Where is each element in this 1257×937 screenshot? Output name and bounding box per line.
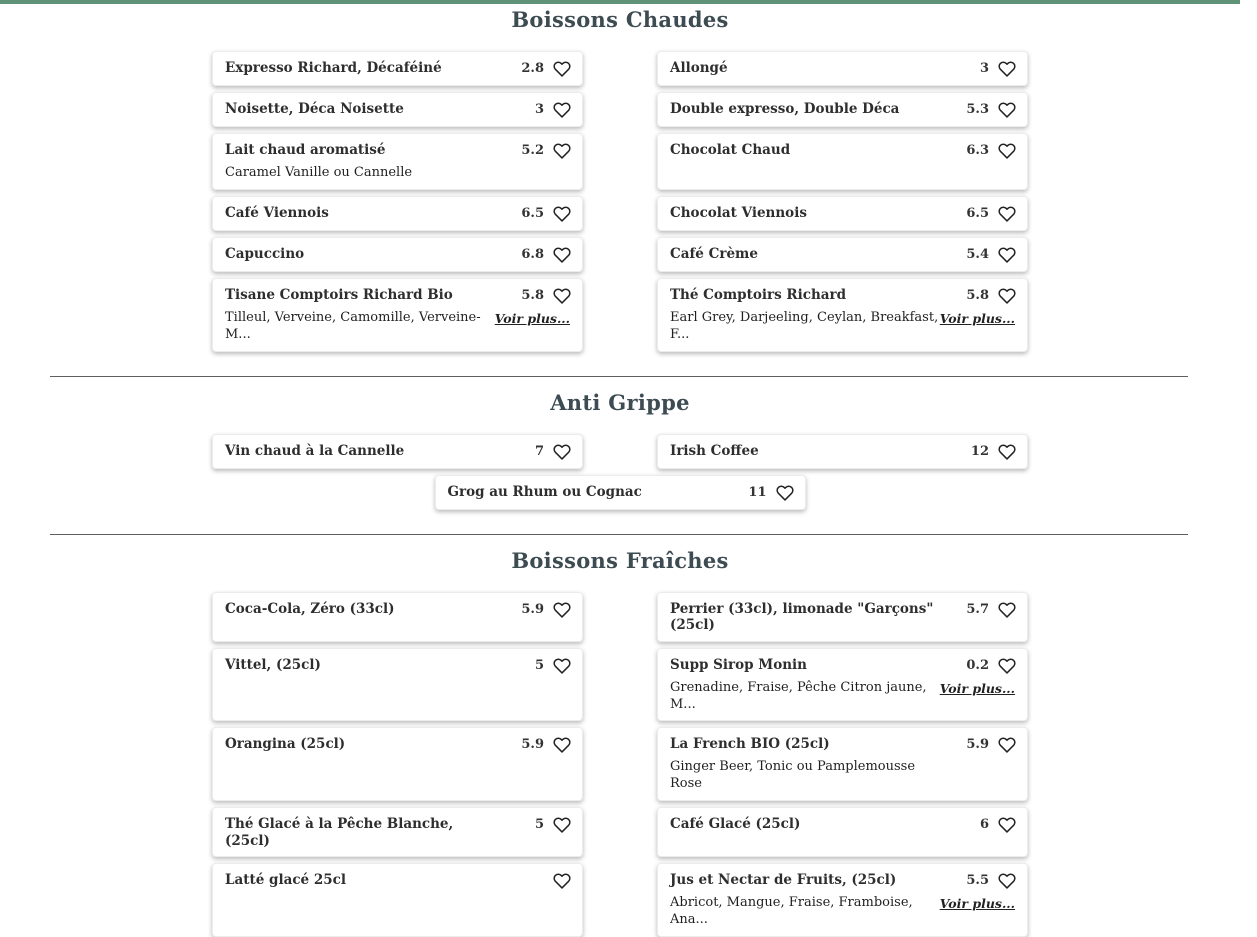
favorite-button[interactable] <box>553 100 572 119</box>
menu-item-name: Chocolat Chaud <box>670 142 791 158</box>
favorite-button[interactable] <box>553 656 572 675</box>
menu-item-name: Café Glacé (25cl) <box>670 816 801 833</box>
favorite-button[interactable] <box>998 245 1017 264</box>
heart-icon <box>998 142 1016 160</box>
menu-item-price: 6.3 <box>966 143 989 158</box>
menu-item-price: 6 <box>979 817 989 833</box>
menu-item-price <box>502 871 544 890</box>
menu-item-card[interactable] <box>657 133 1028 190</box>
heart-icon <box>998 816 1016 834</box>
menu-item-price: 0.2 <box>966 657 989 673</box>
section-title: Anti Grippe <box>550 389 690 415</box>
menu-item-price: 6.8 <box>521 246 544 262</box>
favorite-button[interactable] <box>998 735 1017 754</box>
favorite-button[interactable] <box>998 442 1017 461</box>
favorite-button[interactable] <box>553 59 572 78</box>
voir-plus-link[interactable]: Voir plus... <box>939 896 1015 912</box>
menu-item-price: 5.2 <box>521 143 544 158</box>
favorite-button[interactable] <box>998 204 1017 223</box>
menu-item-card[interactable] <box>657 592 1028 642</box>
menu-item-card[interactable] <box>657 196 1028 231</box>
favorite-button[interactable] <box>776 483 795 502</box>
menu-section <box>0 7 1240 352</box>
menu-item-description: Tilleul, Verveine, Camomille, Verveine-M... <box>225 309 481 342</box>
menu-item-price: 7 <box>534 443 544 459</box>
favorite-button[interactable] <box>553 141 572 160</box>
menu-item-name: Café Crème <box>670 245 758 262</box>
heart-icon <box>998 443 1016 461</box>
voir-plus-link[interactable]: Voir plus... <box>939 310 1015 326</box>
menu-item-name: Thé Glacé à la Pêche Blanche, (25cl) <box>225 816 454 849</box>
menu-item-name: Vin chaud à la Cannelle <box>225 442 405 459</box>
menu-item-card[interactable] <box>212 648 583 722</box>
heart-icon <box>553 205 571 223</box>
heart-icon <box>553 60 571 78</box>
heart-icon <box>776 484 794 502</box>
menu-item-description: Caramel Vanille ou Cannelle <box>225 165 413 180</box>
favorite-button[interactable] <box>553 245 572 264</box>
menu-item-card[interactable] <box>657 278 1028 352</box>
heart-icon <box>998 287 1016 305</box>
menu-items-grid <box>212 434 1028 510</box>
favorite-button[interactable] <box>998 286 1017 305</box>
heart-icon <box>553 657 571 675</box>
voir-plus-link[interactable]: Voir plus... <box>494 310 570 326</box>
heart-icon <box>553 101 571 119</box>
menu-item-name: Thé Comptoirs Richard <box>670 286 847 303</box>
favorite-button[interactable] <box>998 600 1017 619</box>
favorite-button[interactable] <box>998 815 1017 834</box>
menu-item-name: Chocolat Viennois <box>670 204 807 221</box>
menu-items-grid <box>212 592 1028 937</box>
menu-item-name: Grog au Rhum ou Cognac <box>447 483 642 500</box>
favorite-button[interactable] <box>553 442 572 461</box>
menu-item-description: Grenadine, Fraise, Pêche Citron jaune, M... <box>670 679 927 712</box>
menu-item-price: 5 <box>534 657 544 673</box>
heart-icon <box>998 205 1016 223</box>
menu-item-name: Supp Sirop Monin <box>670 656 807 673</box>
heart-icon <box>998 246 1016 264</box>
menu-item-price: 5.8 <box>521 287 544 303</box>
menu-item-name: Noisette, Déca Noisette <box>225 101 404 117</box>
menu-item-price: 5.9 <box>966 737 989 753</box>
menu-item-name: Irish Coffee <box>670 442 759 459</box>
section-title: Boissons Chaudes <box>511 7 729 32</box>
menu-item-card[interactable] <box>657 92 1028 127</box>
menu-item-card[interactable] <box>212 278 583 352</box>
heart-icon <box>998 736 1016 754</box>
menu-item-name: Vittel, (25cl) <box>225 656 321 673</box>
menu-item-price: 3 <box>979 61 989 76</box>
heart-icon <box>998 657 1016 675</box>
menu-item-card[interactable] <box>657 51 1028 86</box>
menu-item-card[interactable] <box>657 434 1028 469</box>
menu-item-price: 6.5 <box>966 205 989 221</box>
menu-item-price: 5.8 <box>966 287 989 303</box>
heart-icon <box>553 142 571 160</box>
menu-item-card[interactable] <box>212 133 583 190</box>
menu-item-description: Earl Grey, Darjeeling, Ceylan, Breakfast, F... <box>670 309 939 342</box>
menu-item-name: Jus et Nectar de Fruits, (25cl) <box>670 872 897 889</box>
heart-icon <box>553 287 571 305</box>
heart-icon <box>553 443 571 461</box>
heart-icon <box>553 736 571 754</box>
menu-item-name: Double expresso, Double Déca <box>670 101 900 117</box>
menu-item-name: La French BIO (25cl) <box>670 736 830 753</box>
section-divider <box>50 534 1188 535</box>
favorite-button[interactable] <box>998 59 1017 78</box>
menu-item-price: 5.4 <box>966 246 989 262</box>
menu-items-grid <box>212 51 1028 352</box>
menu-item-description: Abricot, Mangue, Fraise, Framboise, Ana... <box>670 895 913 927</box>
menu-item-price: 5.3 <box>966 102 989 117</box>
menu-item-name: Latté glacé 25cl <box>225 872 346 889</box>
menu-item-price: 3 <box>534 102 544 117</box>
menu-item-card[interactable] <box>657 727 1028 801</box>
menu-item-price: 5 <box>534 817 544 833</box>
menu-section <box>0 376 1240 510</box>
menu-item-price: 11 <box>748 484 767 500</box>
menu-item-price: 6.5 <box>521 205 544 221</box>
heart-icon <box>553 246 571 264</box>
favorite-button[interactable] <box>998 871 1017 890</box>
menu-item-card[interactable] <box>212 196 583 231</box>
section-divider <box>50 376 1188 377</box>
voir-plus-link[interactable]: Voir plus... <box>939 680 1015 696</box>
favorite-button[interactable] <box>553 871 572 890</box>
heart-icon <box>553 816 571 834</box>
favorite-button[interactable] <box>998 100 1017 119</box>
menu-item-card[interactable] <box>212 434 583 469</box>
menu-item-price: 12 <box>970 443 989 459</box>
menu-item-price: 2.8 <box>521 61 544 76</box>
favorite-button[interactable] <box>998 656 1017 675</box>
menu-item-card[interactable] <box>657 237 1028 272</box>
favorite-button[interactable] <box>553 815 572 834</box>
heart-icon <box>998 601 1016 619</box>
menu-item-name: Expresso Richard, Décaféiné <box>225 60 442 76</box>
heart-icon <box>998 60 1016 78</box>
favorite-button[interactable] <box>553 735 572 754</box>
menu-item-card[interactable] <box>212 863 583 937</box>
menu-item-price: 5.9 <box>521 737 544 753</box>
menu-item-card[interactable] <box>212 727 583 801</box>
menu-item-price: 5.7 <box>966 601 989 617</box>
menu-item-description: Ginger Beer, Tonic ou Pamplemousse Rose <box>670 759 916 792</box>
menu-item-card[interactable] <box>435 475 806 510</box>
menu-sections <box>0 7 1240 937</box>
menu-item-price: 5.5 <box>966 873 989 889</box>
menu-item-name: Capuccino <box>225 245 305 262</box>
menu-item-card[interactable] <box>212 92 583 127</box>
menu-item-card[interactable] <box>657 863 1028 937</box>
favorite-button[interactable] <box>553 600 572 619</box>
menu-item-card[interactable] <box>657 807 1028 857</box>
favorite-button[interactable] <box>998 141 1017 160</box>
menu-item-name: Perrier (33cl), limonade "Garçons" (25cl) <box>670 600 934 634</box>
favorite-button[interactable] <box>553 204 572 223</box>
menu-item-card[interactable] <box>212 807 583 857</box>
menu-item-name: Tisane Comptoirs Richard Bio <box>225 286 453 303</box>
menu-item-card[interactable] <box>212 51 583 86</box>
section-title: Boissons Fraîches <box>511 547 729 573</box>
heart-icon <box>998 872 1016 890</box>
menu-item-name: Coca-Cola, Zéro (33cl) <box>225 600 395 617</box>
menu-section <box>0 534 1240 937</box>
heart-icon <box>998 101 1016 119</box>
menu-item-name: Orangina (25cl) <box>225 736 346 753</box>
favorite-button[interactable] <box>553 286 572 305</box>
menu-item-card[interactable] <box>657 648 1028 722</box>
menu-item-name: Café Viennois <box>225 204 329 221</box>
heart-icon <box>553 872 571 890</box>
menu-item-name: Lait chaud aromatisé <box>225 142 386 158</box>
top-accent-bar <box>0 0 1240 4</box>
menu-item-card[interactable] <box>212 592 583 642</box>
heart-icon <box>553 601 571 619</box>
menu-item-name: Allongé <box>670 60 728 76</box>
menu-item-price: 5.9 <box>521 601 544 617</box>
menu-item-card[interactable] <box>212 237 583 272</box>
